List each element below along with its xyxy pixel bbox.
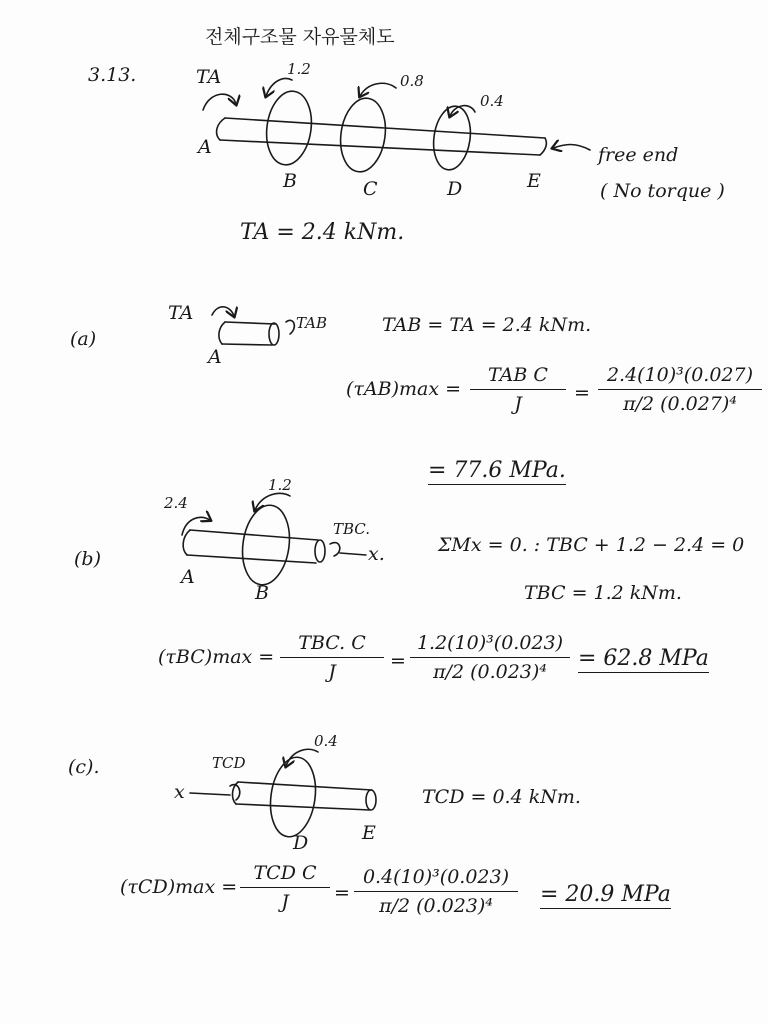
overall-shaft-diagram [203,79,590,175]
torque-arrow-d [450,106,475,116]
torque-arrow-tab [286,320,294,334]
part-a-fraction-2: 2.4(10)³(0.027) π/2 (0.027)⁴ [598,364,762,415]
part-b-tbc: TBC. [333,520,371,538]
part-b-diagram [182,493,366,587]
part-c-axis: x [174,781,185,803]
part-b-2-4: 2.4 [164,494,188,512]
free-end-note: free end [598,144,679,166]
part-c-tcd: TCD [212,754,246,772]
part-c-fraction-1: TCD C J [240,862,330,913]
part-b-label: (b) [74,548,101,570]
disk-d [430,104,475,172]
no-torque-note: ( No torque ) [600,180,725,202]
part-a-lhs: (τAB)max = [346,378,462,400]
point-a: A [198,136,212,158]
part-c-0-4: 0.4 [314,732,338,750]
part-a-label: (a) [70,328,97,350]
torque-arrow-tbc [330,543,340,556]
part-c-label: (c). [68,756,100,778]
overall-result: TA = 2.4 kNm. [240,220,405,245]
part-a-ta: TA [168,302,194,324]
part-b-point-b: B [255,582,269,604]
part-c-lhs: (τCD)max = [120,876,238,898]
part-c-point-d: D [293,832,309,854]
torque-arrow-c [360,83,396,96]
point-b: B [283,170,297,192]
torque-arrow-24 [182,517,210,535]
label-1-2: 1.2 [287,60,311,78]
point-d: D [447,178,463,200]
part-b-result: = 62.8 MPa [578,646,709,671]
label-0-8: 0.8 [400,72,424,90]
part-b-fraction-1: TBC. C J [280,632,384,683]
part-c-eq: TCD = 0.4 kNm. [422,786,581,808]
part-c-eq-sign: = [334,882,350,904]
part-a-fraction-1: TAB C J [470,364,566,415]
axis-line-b [340,553,366,555]
part-c-result: = 20.9 MPa [540,882,671,907]
part-a-eq-sign: = [574,382,590,404]
disk-c [336,95,390,174]
part-b-axis: x. [368,543,385,565]
part-b-sum-eq: ΣMx = 0. : TBC + 1.2 − 2.4 = 0 [438,534,745,556]
part-b-eq-sign: = [390,650,406,672]
part-b-1-2: 1.2 [268,476,292,494]
disk-b [262,88,316,167]
problem-number: 3.13. [88,64,137,86]
torque-arrow-ta-a [212,307,234,316]
free-end-pointer [553,145,590,151]
label-0-4: 0.4 [480,92,504,110]
part-b-lhs: (τBC)max = [158,646,275,668]
part-c-point-e: E [362,822,376,844]
part-b-fraction-2: 1.2(10)³(0.023) π/2 (0.023)⁴ [410,632,570,683]
part-a-result: = 77.6 MPa. [428,458,566,483]
point-e: E [527,170,541,192]
part-a-point-a: A [208,346,222,368]
part-a-diagram [212,307,294,345]
label-ta: TA [196,66,222,88]
part-a-tab: TAB [296,314,328,332]
torque-arrow-b [266,79,292,96]
part-a-eq1: TAB = TA = 2.4 kNm. [382,314,592,336]
part-b-result-eq: TBC = 1.2 kNm. [524,582,682,604]
shaft-end-a [217,118,225,140]
point-c: C [363,178,378,200]
part-b-point-a: A [181,566,195,588]
torque-arrow-a [203,94,236,110]
shaft-end-e [540,138,546,155]
part-c-fraction-2: 0.4(10)³(0.023) π/2 (0.023)⁴ [354,866,518,917]
title-korean: 전체구조물 자유물체도 [205,26,395,48]
